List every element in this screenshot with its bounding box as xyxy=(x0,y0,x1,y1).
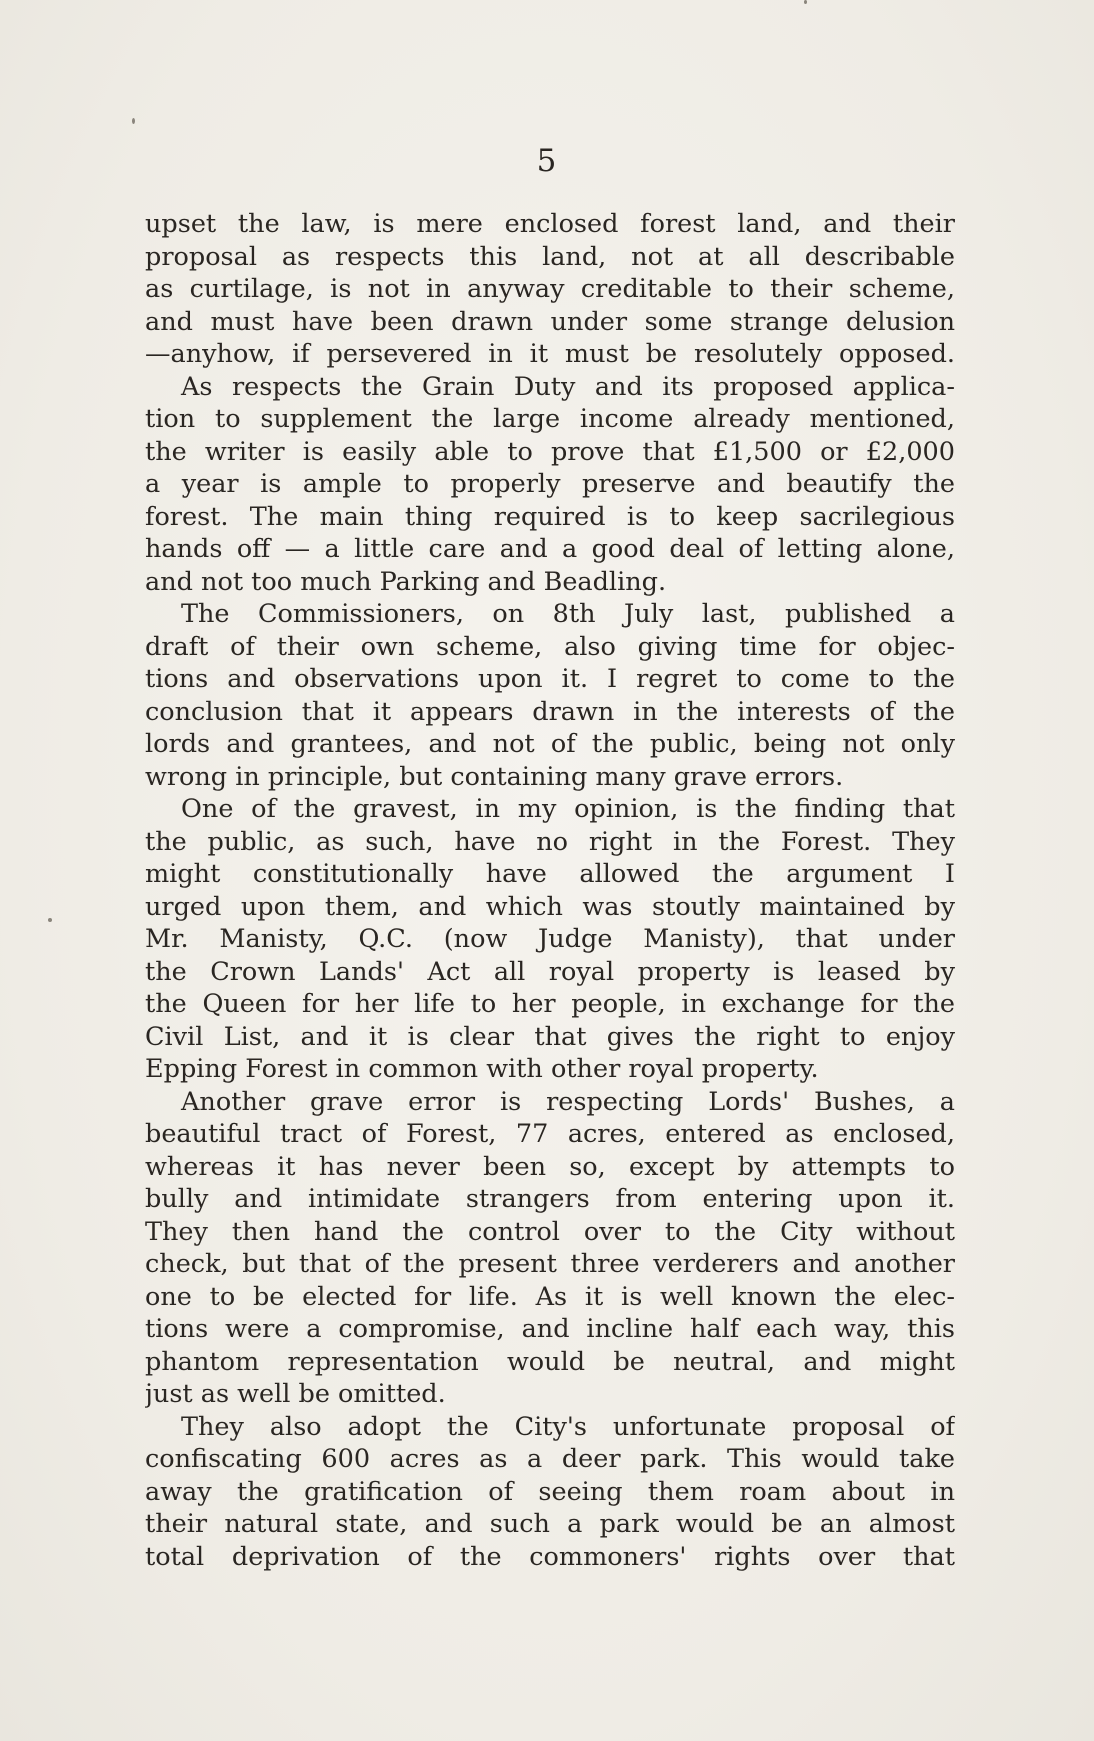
body-text xyxy=(145,208,955,1573)
paper-speck xyxy=(804,0,807,4)
text-line: As respects the Grain Duty and its proposed applica- xyxy=(181,371,955,402)
text-line: bully and intimidate strangers from entering upon it. xyxy=(145,1184,955,1214)
text-line: Another grave error is respecting Lords' Bushes, a xyxy=(181,1086,955,1117)
text-line: just as well be omitted. xyxy=(145,1379,446,1409)
text-line: tions were a compromise, and incline half each way, this xyxy=(145,1314,955,1344)
text-line: proposal as respects this land, not at all describable xyxy=(145,241,955,272)
text-line: upset the law, is mere enclosed forest land, and their xyxy=(145,209,955,239)
text-line: —anyhow, if persevered in it must be resolutely opposed. xyxy=(145,339,955,369)
text-line: urged upon them, and which was stoutly maintained by xyxy=(145,891,955,922)
text-line: the Queen for her life to her people, in exchange for the xyxy=(145,989,955,1019)
text-line: and must have been drawn under some strange delusion xyxy=(145,306,955,337)
text-line: Mr. Manisty, Q.C. (now Judge Manisty), that under xyxy=(145,924,955,954)
text-line: total deprivation of the commoners' rights over that xyxy=(145,1541,955,1572)
text-line: beautiful tract of Forest, 77 acres, entered as enclosed, xyxy=(145,1119,955,1149)
paper-speck xyxy=(132,118,135,124)
text-line: the Crown Lands' Act all royal property is leased by xyxy=(145,956,955,987)
text-line: hands off — a little care and a good deal of letting alone, xyxy=(145,534,955,564)
text-line: the writer is easily able to prove that £1,500 or £2,000 xyxy=(145,436,955,467)
text-line: lords and grantees, and not of the public, being not only xyxy=(145,729,955,759)
paper-speck xyxy=(48,918,52,922)
text-line: forest. The main thing required is to keep sacrilegious xyxy=(145,501,955,532)
text-line: One of the gravest, in my opinion, is the finding that xyxy=(181,794,955,824)
text-line: draft of their own scheme, also giving time for objec- xyxy=(145,631,955,662)
text-line: one to be elected for life. As it is well known the elec- xyxy=(145,1281,955,1312)
text-line: They also adopt the City's unfortunate proposal of xyxy=(181,1411,955,1442)
text-line: confiscating 600 acres as a deer park. This would take xyxy=(145,1444,955,1474)
text-line: as curtilage, is not in anyway creditable to their scheme, xyxy=(145,274,955,304)
text-line: wrong in principle, but containing many grave errors. xyxy=(145,761,844,792)
text-line: tion to supplement the large income already mentioned, xyxy=(145,404,955,434)
text-line: conclusion that it appears drawn in the interests of the xyxy=(145,696,955,727)
text-line: a year is ample to properly preserve and beautify the xyxy=(145,469,955,499)
text-line: tions and observations upon it. I regret to come to the xyxy=(145,664,955,694)
text-line: They then hand the control over to the City without xyxy=(145,1216,955,1247)
text-line: the public, as such, have no right in the Forest. They xyxy=(145,826,955,857)
text-line: and not too much Parking and Beadling. xyxy=(145,566,667,597)
text-line: whereas it has never been so, except by attempts to xyxy=(145,1151,955,1182)
text-line: away the gratification of seeing them roam about in xyxy=(145,1476,955,1507)
text-line: The Commissioners, on 8th July last, published a xyxy=(181,599,955,629)
page-number: 5 xyxy=(536,143,558,179)
text-line: might constitutionally have allowed the argument I xyxy=(145,859,955,889)
text-line: their natural state, and such a park would be an almost xyxy=(145,1509,955,1539)
text-line: phantom representation would be neutral, and might xyxy=(145,1346,955,1377)
text-line: check, but that of the present three verderers and another xyxy=(145,1249,955,1279)
text-line: Epping Forest in common with other royal property. xyxy=(145,1054,819,1084)
text-line: Civil List, and it is clear that gives the right to enjoy xyxy=(145,1021,955,1052)
